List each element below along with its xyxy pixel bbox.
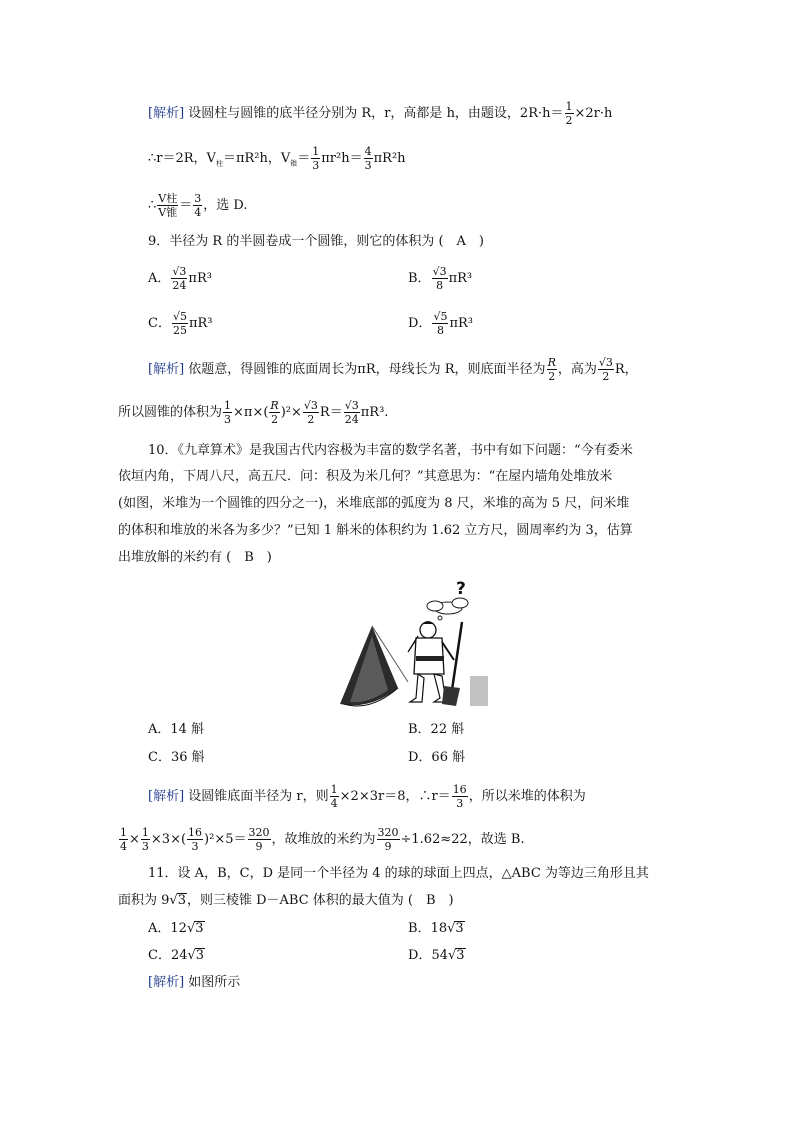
q11-line-1: 11．设 A，B，C，D 是同一个半径为 4 的球的球面上四点，△ABC 为等边三角形且其 <box>148 866 649 881</box>
sol9-line1: [解析] 依题意，得圆锥的底面周长为πR，母线长为 R，则底面半径为 $\frac{R}{2}$ ，高为 $\frac{√3}{2}$ R， <box>148 356 638 383</box>
thought-cloud-icon <box>427 598 468 620</box>
sol11-line1: [解析] 如图所示 <box>148 975 241 990</box>
q10-option-d[interactable]: D．66 斛 <box>408 750 466 765</box>
q11-option-c[interactable]: C．24√3 <box>148 948 205 963</box>
q10-line-2: 依垣内角，下周八尺，高五尺．问：积及为米几何？”其意思为：“在屋内墙角处堆放米 <box>118 469 613 484</box>
frac-three-fourths: $\frac{3}{4}$ <box>194 192 202 219</box>
sol10-line2: $\frac{1}{4}$ × $\frac{1}{3}$ ×3×( $\frac{16}{3}$ )²×5＝ $\frac{320}{9}$ ，故堆放的米约为 $\frac{320}{9}$ ÷1.62≈22，故选 B. <box>120 826 525 853</box>
rice-pile-illustration <box>330 578 495 710</box>
q9-option-c[interactable]: C． $\frac{√5}{25}$ πR³ <box>148 310 213 337</box>
sol10-line1: [解析] 设圆锥底面半径为 r，则 $\frac{1}{4}$ ×2×3r＝8，∴r＝ $\frac{16}{3}$ ，所以米堆的体积为 <box>148 783 586 810</box>
q10-line-1: 10．《九章算术》是我国古代内容极为丰富的数学名著，书中有如下问题：“今有委米 <box>148 443 633 458</box>
q11-option-d[interactable]: D．54√3 <box>408 948 465 963</box>
q11-option-a[interactable]: A．12√3 <box>148 921 204 936</box>
q9-option-a[interactable]: A． $\frac{√3}{24}$ πR³ <box>148 265 212 292</box>
q11-line-2: 面积为 9√3，则三棱锥 D－ABC 体积的最大值为 ( B ) <box>118 893 454 908</box>
q10-line-3: (如图，米堆为一个圆锥的四分之一)，米堆底部的弧度为 8 尺，米堆的高为 5 尺，问米堆 <box>118 496 630 511</box>
analysis-label: [解析] <box>148 106 185 121</box>
sol9-line2: 所以圆锥的体积为 $\frac{1}{3}$ ×π×( $\frac{R}{2}$ )²× $\frac{√3}{2}$ R＝ $\frac{√3}{24}$ πR³. <box>118 399 389 426</box>
sol8-l1-tail: ×2r·h <box>574 106 613 121</box>
q10-line-5: 出堆放斛的米约有 ( B ) <box>118 550 272 565</box>
illustration-svg <box>330 578 495 710</box>
sol8-l1-text: 设圆柱与圆锥的底半径分别为 R，r，高都是 h，由题设，2R·h＝ <box>188 106 564 121</box>
q10-line-4: 的体积和堆放的米各为多少？”已知 1 斛米的体积约为 1.62 立方尺，圆周率约为 3，估算 <box>118 523 633 538</box>
question-mark: ? <box>456 579 466 599</box>
spade-blade <box>442 686 460 706</box>
frac-v-ratio: $\frac{\text{V柱}}{\text{V锥}}$ <box>158 192 178 219</box>
q9-option-b[interactable]: B． $\frac{√3}{8}$ πR³ <box>408 265 473 292</box>
q9-stem: 9．半径为 R 的半圆卷成一个圆锥，则它的体积为 ( A ) <box>148 234 484 249</box>
q10-option-a[interactable]: A．14 斛 <box>148 722 205 737</box>
q11-option-b[interactable]: B．18√3 <box>408 921 464 936</box>
spade-handle <box>452 622 462 690</box>
frac-one-third: $\frac{1}{3}$ <box>312 145 320 172</box>
q9-option-d[interactable]: D． $\frac{√5}{8}$ πR³ <box>408 310 473 337</box>
sol8-line2: ∴r＝2R，$V_柱=\pi R^2h$，$V_锥=$ $\frac{1}{3}$ πr²h＝ $\frac{4}{3}$ πR²h <box>148 145 406 172</box>
sol8-line3: ∴ $\frac{\text{V柱}}{\text{V锥}}$ ＝ $\frac{3}{4}$ ，选 D. <box>148 192 248 219</box>
frac-one-half: $\frac{1}{2}$ <box>565 100 573 127</box>
frac-four-thirds: $\frac{4}{3}$ <box>364 145 372 172</box>
q10-option-b[interactable]: B．22 斛 <box>408 722 465 737</box>
sol8-line1 <box>148 101 612 126</box>
q10-option-c[interactable]: C．36 斛 <box>148 750 205 765</box>
